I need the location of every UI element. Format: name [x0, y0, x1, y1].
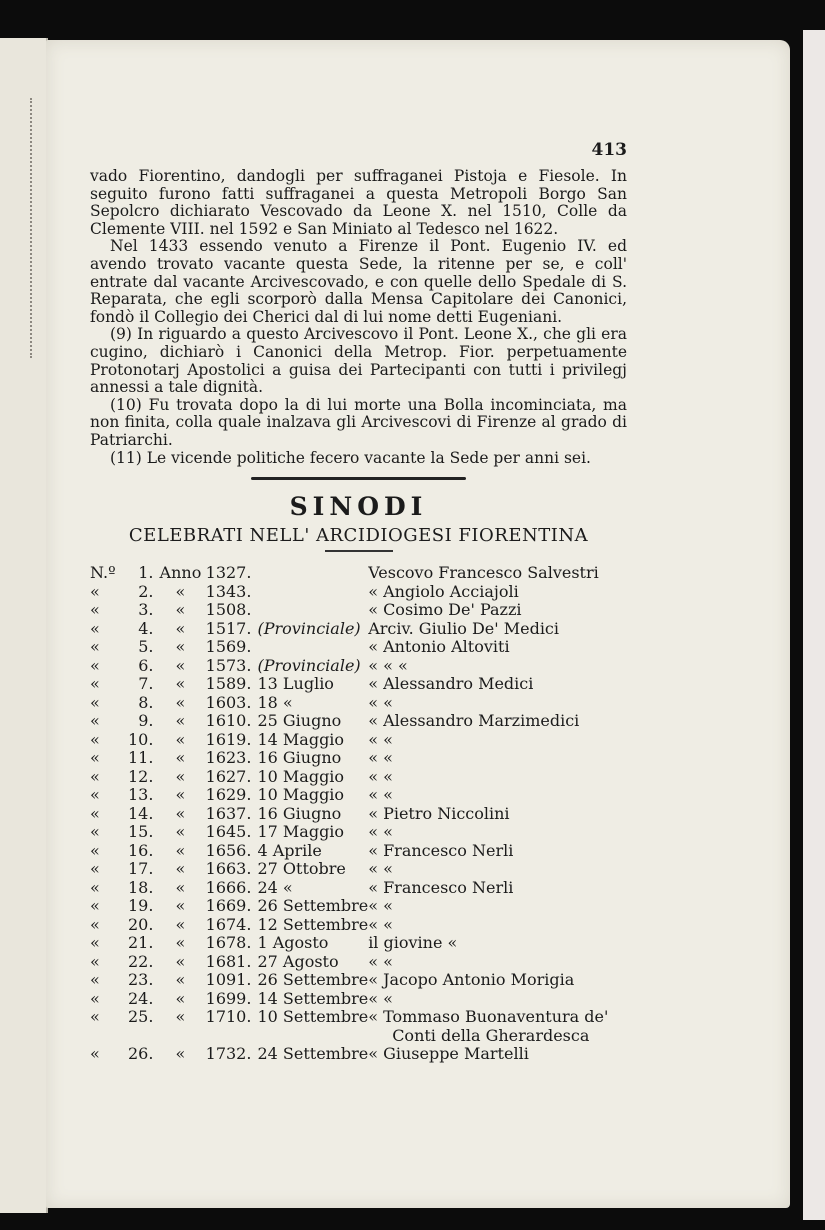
synod-row: [90, 971, 638, 990]
synod-prefix: «: [90, 729, 100, 749]
synod-row: [90, 657, 638, 676]
synod-row: [90, 620, 638, 639]
synod-row: [90, 934, 638, 953]
synod-number: 9.: [138, 711, 154, 731]
synod-number: 17.: [128, 859, 154, 879]
synod-prefix: «: [90, 1044, 100, 1064]
synod-row: [90, 916, 638, 935]
binding-stitches: [30, 98, 38, 358]
synod-bishop: « «: [368, 785, 393, 805]
synod-date: (Provinciale): [257, 655, 361, 675]
synod-row: [90, 990, 638, 1009]
synod-bishop: « «: [368, 859, 393, 879]
synod-row: [90, 1045, 638, 1064]
synod-anno: «: [175, 933, 186, 953]
synod-prefix: «: [90, 988, 100, 1008]
synod-anno: «: [175, 692, 186, 712]
synod-bishop: il giovine «: [368, 933, 458, 953]
synod-year: 1663.: [205, 859, 252, 879]
synod-row: [90, 805, 638, 824]
synod-prefix: «: [90, 933, 100, 953]
synod-date: 10 Settembre: [257, 1007, 369, 1027]
synod-year: 1619.: [205, 729, 252, 749]
synod-prefix: «: [90, 600, 100, 620]
synod-year: 1508.: [205, 600, 252, 620]
synod-year: 1623.: [205, 748, 252, 768]
synod-anno: «: [175, 988, 186, 1008]
synods-table: [90, 564, 638, 1064]
synod-number: 20.: [128, 914, 154, 934]
section-subtitle: CELEBRATI NELL' ARCIDIOGESI FIORENTINA: [128, 525, 589, 547]
previous-page-edge: [0, 38, 48, 1213]
synod-bishop: Arciv. Giulio De' Medici: [368, 618, 560, 638]
footnote-paragraph: Nel 1433 essendo venuto a Firenze il Pont. Eugenio IV. ed avendo trovato vacante questa Sede, la ritenne per se, e coll' entrate dal vacante Arcivescovado, e con quelle dello Spedale di S. Reparata, che egli scorporò dalla Mensa Capitolare dei Canonici, fondò il Collegio dei Cherici dal di lui nome detti Eugeniani.: [90, 237, 627, 326]
synod-date: 13 Luglio: [257, 674, 334, 694]
synod-number: 2.: [138, 581, 154, 601]
synod-date: 16 Giugno: [257, 803, 342, 823]
synod-prefix: «: [90, 1007, 100, 1027]
synod-number: 10.: [128, 729, 154, 749]
synod-row: [90, 953, 638, 972]
synod-anno: «: [175, 766, 186, 786]
synod-prefix: «: [90, 970, 100, 990]
synod-number: 1.: [138, 563, 154, 583]
synod-bishop: Vescovo Francesco Salvestri: [368, 563, 599, 583]
synod-year: 1603.: [205, 692, 252, 712]
synod-date: [251, 564, 368, 583]
synod-prefix: «: [90, 581, 100, 601]
synod-prefix: «: [90, 766, 100, 786]
footnotes: [90, 168, 627, 467]
synod-bishop: « « «: [368, 655, 408, 675]
synod-number: 26.: [128, 1044, 154, 1064]
synod-anno: «: [175, 877, 186, 897]
synod-bishop: « «: [368, 951, 393, 971]
synod-date: 24 Settembre: [257, 1044, 369, 1064]
synod-year: 1327.: [205, 563, 252, 583]
synod-prefix: «: [90, 951, 100, 971]
synod-anno: «: [175, 970, 186, 990]
synod-bishop: « Jacopo Antonio Morigia: [368, 970, 575, 990]
synod-prefix: «: [90, 822, 100, 842]
next-page-edge: [803, 30, 825, 1220]
synod-number: 21.: [128, 933, 154, 953]
synod-anno: «: [175, 822, 186, 842]
synod-row: [90, 675, 638, 694]
synod-prefix: «: [90, 803, 100, 823]
synod-date: 12 Settembre: [257, 914, 369, 934]
footnote-11: (11) Le vicende politiche fecero vacante la Sede per anni sei.: [110, 448, 591, 467]
synod-anno: «: [175, 951, 186, 971]
synod-year: 1343.: [205, 581, 252, 601]
synod-date: 1 Agosto: [257, 933, 329, 953]
synod-bishop: « Antonio Altoviti: [368, 637, 510, 657]
synod-anno: «: [175, 803, 186, 823]
synod-bishop: « «: [368, 988, 393, 1008]
synod-year: 1610.: [205, 711, 252, 731]
synod-bishop: « Cosimo De' Pazzi: [368, 600, 522, 620]
synod-prefix: «: [90, 896, 100, 916]
synod-number: 16.: [128, 840, 154, 860]
synod-date: 25 Giugno: [257, 711, 342, 731]
synod-anno: «: [175, 711, 186, 731]
synod-row: [90, 897, 638, 916]
synod-row: [90, 583, 638, 602]
synod-date: (Provinciale): [257, 618, 361, 638]
synod-number: 19.: [128, 896, 154, 916]
synod-year: 1699.: [205, 988, 252, 1008]
synod-prefix: «: [90, 674, 100, 694]
synod-bishop: « «: [368, 766, 393, 786]
synod-anno: «: [175, 914, 186, 934]
page-number: 413: [591, 140, 627, 160]
synod-number: 25.: [128, 1007, 154, 1027]
synod-year: [201, 1027, 251, 1046]
footnote-10: (10) Fu trovata dopo la di lui morte una Bolla incominciata, ma non finita, colla quale inalzava gli Arcivescovi di Firenze al grado di Patriarchi.: [90, 395, 627, 449]
synod-bishop: Conti della Gherardesca: [392, 1025, 590, 1045]
synod-prefix: «: [90, 748, 100, 768]
synod-date: 16 Giugno: [257, 748, 342, 768]
synod-row: [90, 786, 638, 805]
synod-prefix: «: [90, 711, 100, 731]
synod-prefix: «: [90, 840, 100, 860]
synod-date: 26 Settembre: [257, 896, 369, 916]
synod-year: 1669.: [205, 896, 252, 916]
synod-bishop: « Alessandro Medici: [368, 674, 534, 694]
synod-bishop: « Pietro Niccolini: [368, 803, 510, 823]
synod-year: 1674.: [205, 914, 252, 934]
synod-prefix: «: [90, 914, 100, 934]
synod-year: 1629.: [205, 785, 252, 805]
synod-row: [90, 768, 638, 787]
synod-date: 24 «: [257, 877, 293, 897]
synod-date: 27 Agosto: [257, 951, 339, 971]
synod-year: 1678.: [205, 933, 252, 953]
synod-year: 1681.: [205, 951, 252, 971]
synod-year: 1091.: [205, 970, 252, 990]
subtitle-divider: [325, 550, 393, 552]
synod-bishop: « Francesco Nerli: [368, 840, 514, 860]
synod-anno: «: [175, 618, 186, 638]
synod-date: 4 Aprile: [257, 840, 322, 860]
synod-number: 6.: [138, 655, 154, 675]
synod-number: 24.: [128, 988, 154, 1008]
synod-bishop: « Alessandro Marzimedici: [368, 711, 580, 731]
synod-row: [90, 1027, 638, 1046]
synod-prefix: «: [90, 655, 100, 675]
synod-row: [90, 601, 638, 620]
synod-year: 1732.: [205, 1044, 252, 1064]
synod-anno: «: [175, 896, 186, 916]
page-text-block: [90, 140, 627, 1064]
synod-number: 18.: [128, 877, 154, 897]
synod-year: 1569.: [205, 637, 252, 657]
synod-anno: [159, 1027, 201, 1046]
synod-row: [90, 879, 638, 898]
synod-year: 1627.: [205, 766, 252, 786]
synod-anno: «: [175, 1044, 186, 1064]
synod-anno: «: [175, 581, 186, 601]
synod-row: [90, 712, 638, 731]
synod-number: 8.: [138, 692, 154, 712]
synod-bishop: « «: [368, 822, 393, 842]
synod-year: 1645.: [205, 822, 252, 842]
section-divider: [251, 477, 466, 480]
synod-year: 1666.: [205, 877, 252, 897]
footnote-paragraph: vado Fiorentino, dandogli per suffraganei Pistoja e Fiesole. In seguito furono fatti suffraganei a questa Metropoli Borgo San Sepolcro dichiarato Vescovado da Leone X. nel 1510, Colle da Clemente VIII. nel 1592 e San Miniato al Tedesco nel 1622.: [90, 167, 627, 238]
synod-year: 1710.: [205, 1007, 252, 1027]
footnote-9: (9) In riguardo a questo Arcivescovo il Pont. Leone X., che gli era cugino, dichiarò i Canonici della Metrop. Fior. perpetuamente Protonotarj Apostolici a guisa dei Partecipanti con tutti i privilegj annessi a tale dignità.: [90, 325, 627, 397]
synod-anno: «: [175, 859, 186, 879]
synod-year: 1637.: [205, 803, 252, 823]
synod-anno: «: [175, 840, 186, 860]
synod-row: [90, 842, 638, 861]
synod-number: 22.: [128, 951, 154, 971]
synod-date: [251, 601, 368, 620]
synod-row: [90, 564, 638, 583]
synod-number: [128, 1027, 159, 1046]
synod-anno: «: [175, 600, 186, 620]
synod-date: 14 Settembre: [257, 988, 369, 1008]
synod-number: 15.: [128, 822, 154, 842]
synod-anno: «: [175, 655, 186, 675]
synod-number: 11.: [128, 748, 154, 768]
synod-date: 17 Maggio: [257, 822, 345, 842]
synod-row: [90, 731, 638, 750]
synod-year: 1573.: [205, 655, 252, 675]
synod-prefix: «: [90, 618, 100, 638]
synod-number: 3.: [138, 600, 154, 620]
synod-prefix: «: [90, 785, 100, 805]
synod-bishop: « Angiolo Acciajoli: [368, 581, 519, 601]
synod-date: 10 Maggio: [257, 766, 345, 786]
synod-prefix: N.º: [90, 563, 116, 583]
synod-row: [90, 749, 638, 768]
synod-date: [251, 638, 368, 657]
synod-number: 23.: [128, 970, 154, 990]
synod-number: 4.: [138, 618, 154, 638]
synod-anno: «: [175, 785, 186, 805]
synod-prefix: «: [90, 877, 100, 897]
synod-row: [90, 1008, 638, 1027]
synod-bishop: « «: [368, 692, 393, 712]
synod-row: [90, 694, 638, 713]
synod-number: 14.: [128, 803, 154, 823]
synod-prefix: «: [90, 692, 100, 712]
synod-bishop: « Tommaso Buonaventura de': [368, 1007, 609, 1027]
section-title: SINODI: [289, 492, 428, 522]
synod-anno: «: [175, 637, 186, 657]
synod-anno: «: [175, 674, 186, 694]
synod-year: 1517.: [205, 618, 252, 638]
synod-year: 1656.: [205, 840, 252, 860]
synod-date: 10 Maggio: [257, 785, 345, 805]
synod-number: 5.: [138, 637, 154, 657]
synod-bishop: « Francesco Nerli: [368, 877, 514, 897]
synod-row: [90, 823, 638, 842]
synod-anno: «: [175, 729, 186, 749]
synod-number: 13.: [128, 785, 154, 805]
synod-anno: «: [175, 748, 186, 768]
synod-date: [251, 583, 368, 602]
synod-date: 14 Maggio: [257, 729, 345, 749]
synod-row: [90, 860, 638, 879]
synod-number: 12.: [128, 766, 154, 786]
synod-anno: Anno: [159, 563, 202, 583]
synod-bishop: « «: [368, 896, 393, 916]
synod-bishop: « «: [368, 729, 393, 749]
synod-row: [90, 638, 638, 657]
synod-date: [251, 1027, 368, 1046]
synod-year: 1589.: [205, 674, 252, 694]
synod-date: 27 Ottobre: [257, 859, 346, 879]
synod-prefix: «: [90, 859, 100, 879]
synod-prefix: «: [90, 637, 100, 657]
synod-number: 7.: [138, 674, 154, 694]
synod-anno: «: [175, 1007, 186, 1027]
synod-bishop: « «: [368, 914, 393, 934]
synod-prefix: [90, 1027, 128, 1046]
synod-date: 26 Settembre: [257, 970, 369, 990]
synod-bishop: « «: [368, 748, 393, 768]
synod-bishop: « Giuseppe Martelli: [368, 1044, 529, 1064]
synod-date: 18 «: [257, 692, 293, 712]
